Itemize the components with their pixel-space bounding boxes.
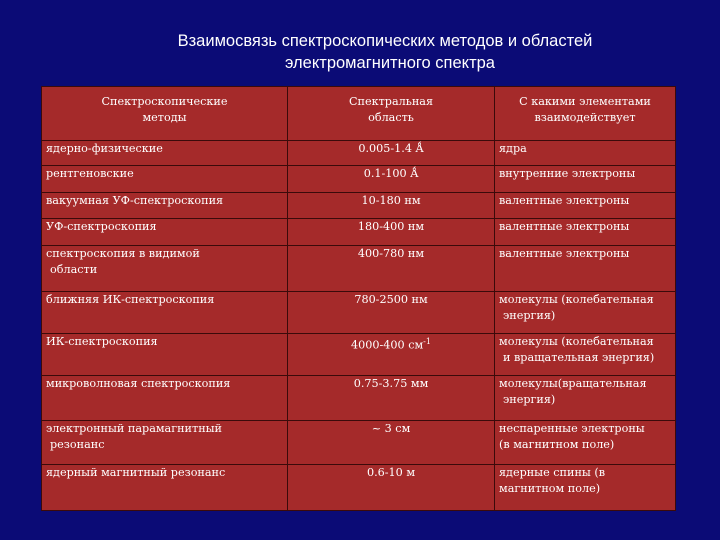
table-row [42, 465, 676, 511]
method-text: рентгеновские [46, 166, 134, 180]
region-cell [288, 334, 495, 376]
interacts-cell [495, 218, 676, 245]
interacts-text: молекулы (колебательная [499, 292, 654, 306]
method-text: спектроскопия в видимой [46, 246, 200, 260]
method-text: электронный парамагнитный [46, 421, 223, 435]
interacts-cell [495, 420, 676, 465]
region-cell [288, 291, 495, 334]
region-text: 780-2500 нм [354, 292, 428, 306]
method-cell [42, 420, 288, 465]
interacts-cell [495, 291, 676, 334]
method-text: вакуумная УФ-спектроскопия [46, 193, 224, 207]
interacts-text: ядра [499, 142, 527, 155]
spectroscopy-methods-table [41, 86, 676, 511]
method-cell [42, 141, 288, 166]
region-text: ~ 3 см [371, 421, 411, 435]
header-methods-line-2: методы [142, 111, 187, 124]
header-interacts-with [495, 87, 676, 141]
method-cell [42, 334, 288, 376]
method-text: УФ-спектроскопия [46, 219, 157, 233]
method-text: ядерно-физические [46, 142, 163, 155]
region-cell [288, 218, 495, 245]
header-methods [42, 87, 288, 141]
interacts-cell [495, 375, 676, 420]
region-text: 0.75-3.75 мм [353, 376, 429, 390]
interacts-cell [495, 245, 676, 291]
interacts-cell [495, 165, 676, 192]
table-header-row [42, 87, 676, 141]
slide-title [60, 30, 720, 74]
header-interacts-line-1: С какими элементами [519, 95, 651, 108]
region-text: 180-400 нм [357, 219, 425, 233]
method-text-line-2: области [50, 262, 98, 276]
interacts-text-line-2: и вращательная энергия) [503, 351, 655, 365]
region-text: 10-180 нм [361, 193, 421, 207]
table-row [42, 218, 676, 245]
region-text: 4000-400 см [351, 339, 424, 352]
slide-title-line-2: электромагнитного спектра [285, 54, 495, 72]
table-row [42, 141, 676, 166]
method-cell [42, 192, 288, 218]
header-interacts-line-2: взаимодействует [534, 111, 636, 124]
table-row [42, 375, 676, 420]
method-cell [42, 465, 288, 511]
interacts-text: молекулы (колебательная [499, 335, 654, 349]
region-text: 0.1-100 Ǻ [363, 166, 419, 180]
region-text: 0.6-10 м [366, 466, 416, 480]
region-text: 0.005-1.4 Ǻ [358, 142, 424, 155]
interacts-cell [495, 141, 676, 166]
method-text: микроволновая спектроскопия [46, 376, 231, 390]
method-cell [42, 291, 288, 334]
interacts-text: валентные электроны [499, 193, 630, 207]
method-text: ядерный магнитный резонанс [46, 466, 226, 480]
method-text: ИК-спектроскопия [46, 335, 158, 349]
method-cell [42, 245, 288, 291]
method-text: ближняя ИК-спектроскопия [46, 292, 215, 306]
table-row [42, 334, 676, 376]
header-region-line-1: Спектральная [348, 95, 434, 108]
region-cell [288, 192, 495, 218]
region-cell [288, 420, 495, 465]
method-cell [42, 375, 288, 420]
region-cell [288, 465, 495, 511]
interacts-text-line-2: (в магнитном поле) [499, 437, 615, 451]
interacts-text: валентные электроны [499, 219, 630, 233]
region-cell [288, 165, 495, 192]
table-row [42, 291, 676, 334]
table-row [42, 420, 676, 465]
interacts-text: валентные электроны [499, 246, 630, 260]
interacts-text: ядерные спины (в [499, 466, 606, 480]
slide-title-line-1: Взаимосвязь спектроскопических методов и областей [177, 32, 593, 50]
interacts-cell [495, 334, 676, 376]
interacts-text-line-2: энергия) [503, 308, 556, 322]
region-cell [288, 141, 495, 166]
interacts-text: неспаренные электроны [499, 421, 645, 435]
table-row [42, 165, 676, 192]
region-superscript: -1 [423, 337, 431, 347]
interacts-text: внутренние электроны [499, 166, 636, 180]
region-cell [288, 375, 495, 420]
region-text: 400-780 нм [357, 246, 425, 260]
header-region-line-2: область [368, 111, 414, 124]
interacts-cell [495, 192, 676, 218]
table-row [42, 245, 676, 291]
interacts-text: молекулы(вращательная [499, 376, 647, 390]
table-row [42, 192, 676, 218]
method-cell [42, 218, 288, 245]
interacts-cell [495, 465, 676, 511]
interacts-text-line-2: магнитном поле) [499, 482, 601, 496]
region-cell [288, 245, 495, 291]
interacts-text-line-2: энергия) [503, 392, 556, 406]
header-spectral-region [288, 87, 495, 141]
method-text-line-2: резонанс [50, 437, 105, 451]
method-cell [42, 165, 288, 192]
header-methods-line-1: Спектроскопические [101, 95, 228, 108]
